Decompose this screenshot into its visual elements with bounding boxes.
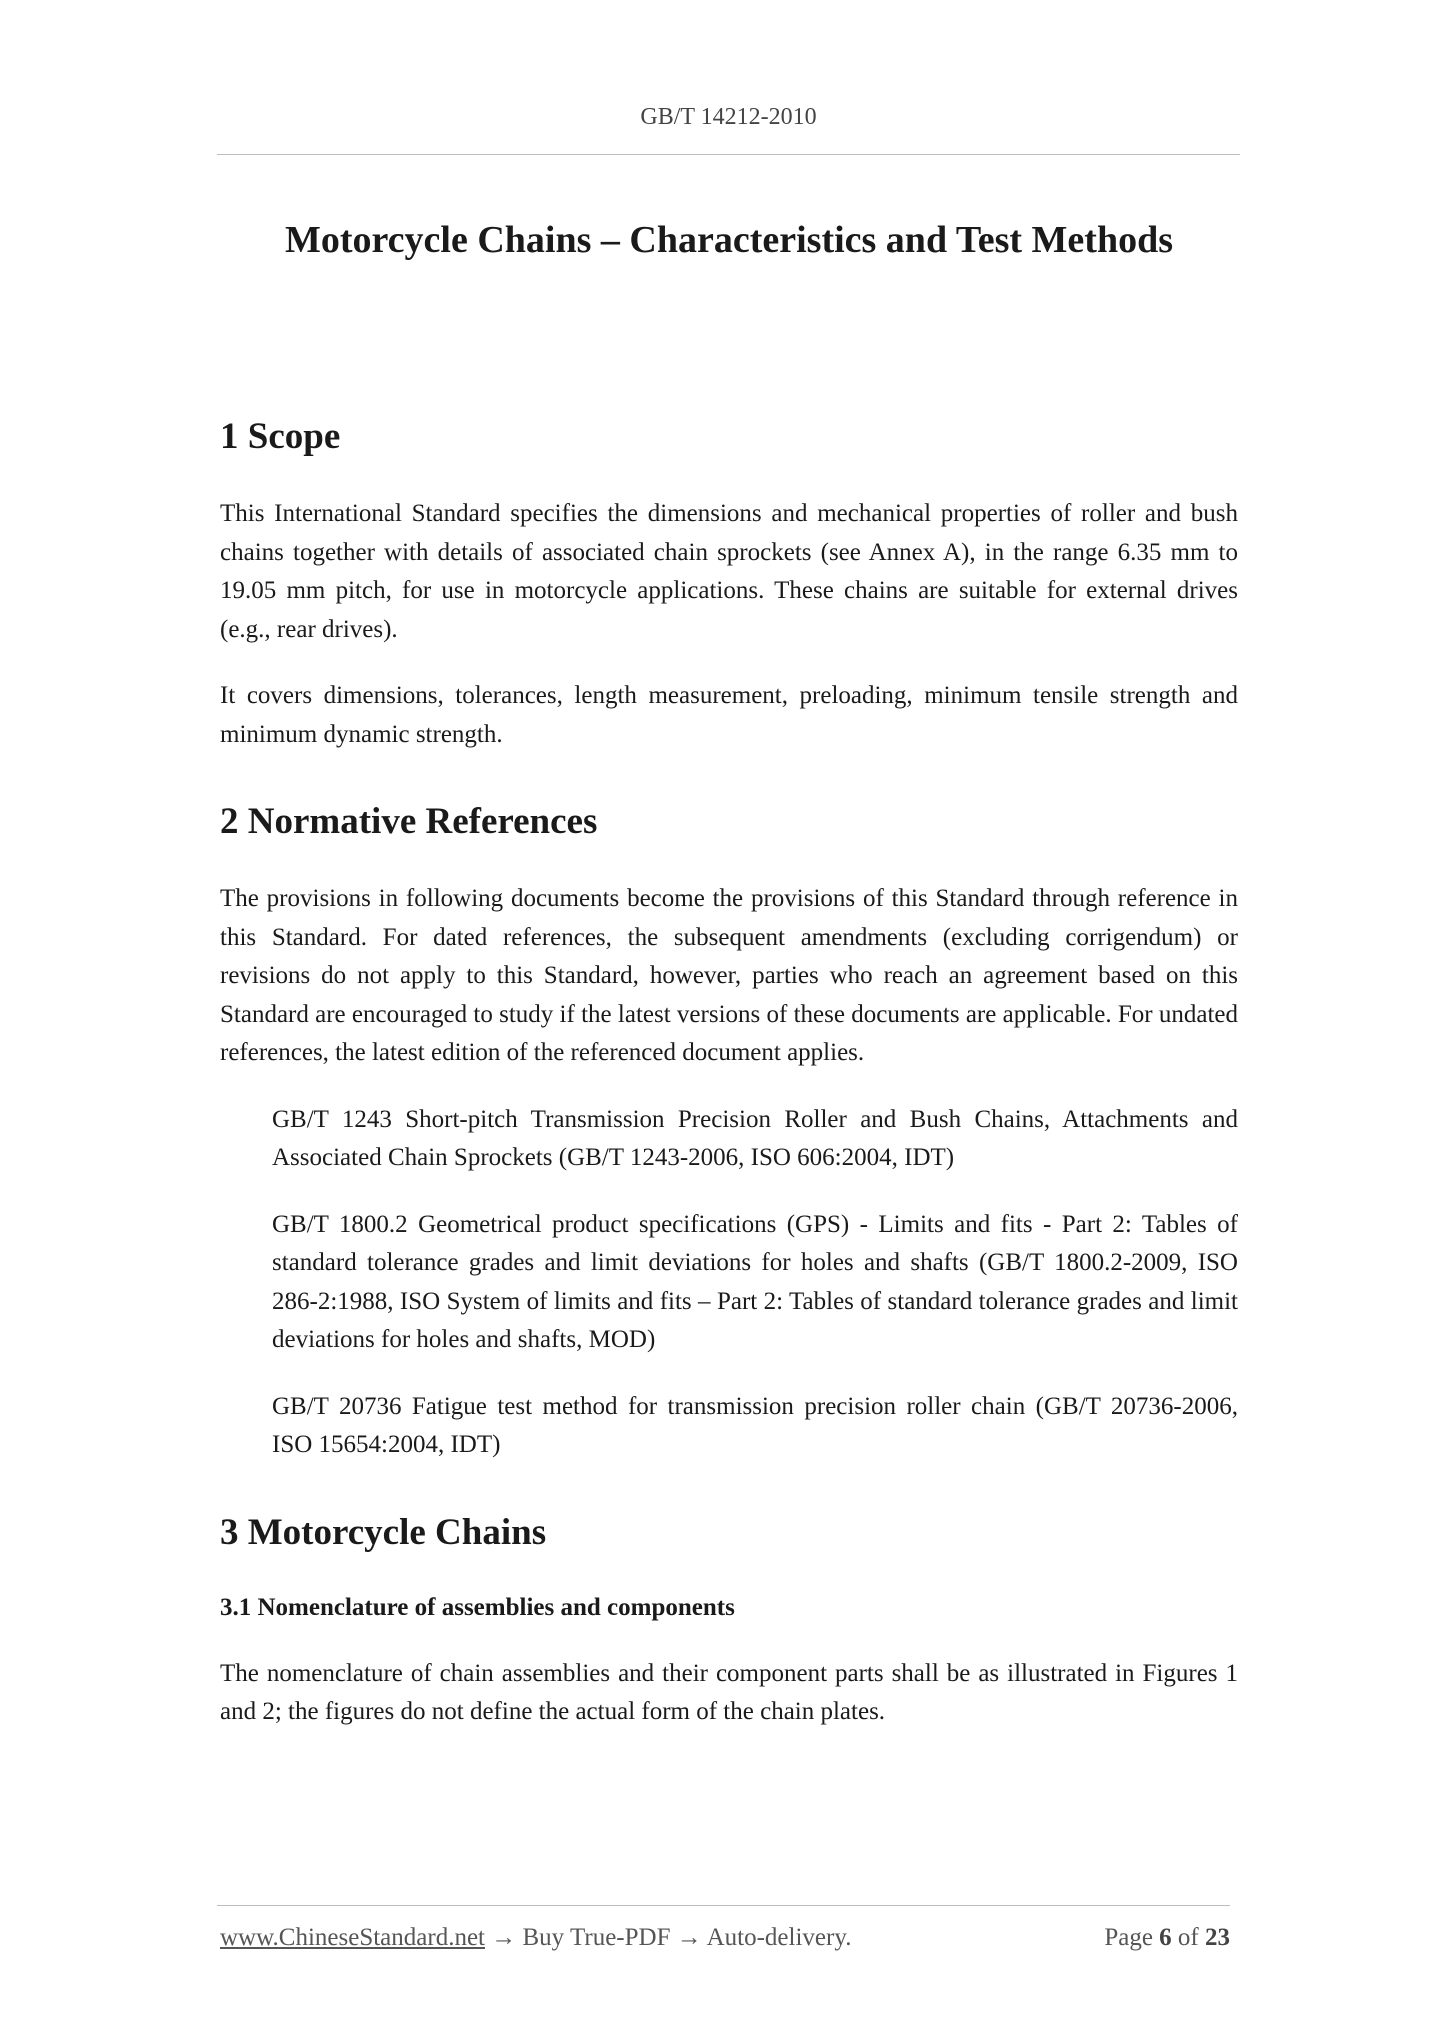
website-link[interactable]: www.ChineseStandard.net	[220, 1924, 485, 1951]
normative-intro-paragraph: The provisions in following documents become the provisions of this Standard through reference in this Standard. For dated references, the subsequent amendments (excluding corrigendum) or revisions do not apply to this Standard, however, parties who reach an agreement based on this Standard are encouraged to study if the latest versions of these documents are applicable. For undated references, the latest edition of the referenced document applies.	[220, 885, 1238, 1066]
section-heading-motorcycle-chains: 3 Motorcycle Chains	[220, 1511, 547, 1553]
reference-item-gbt-1243: GB/T 1243 Short-pitch Transmission Precision Roller and Bush Chains, Attachments and Associated Chain Sprockets (GB/T 1243-2006, ISO 606:2004, IDT)	[272, 1105, 1238, 1171]
document-title: Motorcycle Chains – Characteristics and Test Methods	[284, 219, 1173, 261]
page-indicator	[1104, 1924, 1230, 1952]
footer-divider	[217, 1905, 1230, 1906]
page-header: GB/T 14212-2010	[640, 104, 817, 130]
page-label: Page	[1104, 1924, 1153, 1951]
page-footer	[220, 1924, 1230, 1952]
of-label: of	[1177, 1924, 1199, 1951]
footer-tagline: → Buy True-PDF → Auto-delivery.	[485, 1924, 852, 1951]
header-divider	[217, 154, 1240, 155]
footer-left	[220, 1924, 851, 1952]
section-heading-normative-references: 2 Normative References	[220, 801, 598, 842]
subsection-heading-nomenclature: 3.1 Nomenclature of assemblies and components	[220, 1593, 735, 1621]
reference-item-gbt-1800-2: GB/T 1800.2 Geometrical product specifications (GPS) - Limits and fits - Part 2: Tables of standard tolerance grades and limit deviations for holes and shafts (GB/T 1800.2-2009, ISO 286-2:1988, ISO System of limits and fits – Part 2: Tables of standard tolerance grades and limit deviations for holes and shafts, MOD)	[272, 1210, 1238, 1353]
section-heading-scope: 1 Scope	[220, 416, 341, 457]
document-body	[220, 210, 1238, 1732]
scope-paragraph-2: It covers dimensions, tolerances, length measurement, preloading, minimum tensile strength and minimum dynamic strength.	[220, 682, 1238, 748]
nomenclature-paragraph: The nomenclature of chain assemblies and their component parts shall be as illustrated in Figures 1 and 2; the figures do not define the actual form of the chain plates.	[220, 1659, 1238, 1725]
scope-paragraph-1: This International Standard specifies the dimensions and mechanical properties of roller and bush chains together with details of associated chain sprockets (see Annex A), in the range 6.35 mm to 19.05 mm pitch, for use in motorcycle applications. These chains are suitable for external drives (e.g., rear drives).	[220, 500, 1238, 643]
reference-item-gbt-20736: GB/T 20736 Fatigue test method for transmission precision roller chain (GB/T 20736-2006, ISO 15654:2004, IDT)	[272, 1392, 1238, 1458]
page-total: 23	[1205, 1924, 1230, 1951]
page-number: 6	[1159, 1924, 1172, 1951]
